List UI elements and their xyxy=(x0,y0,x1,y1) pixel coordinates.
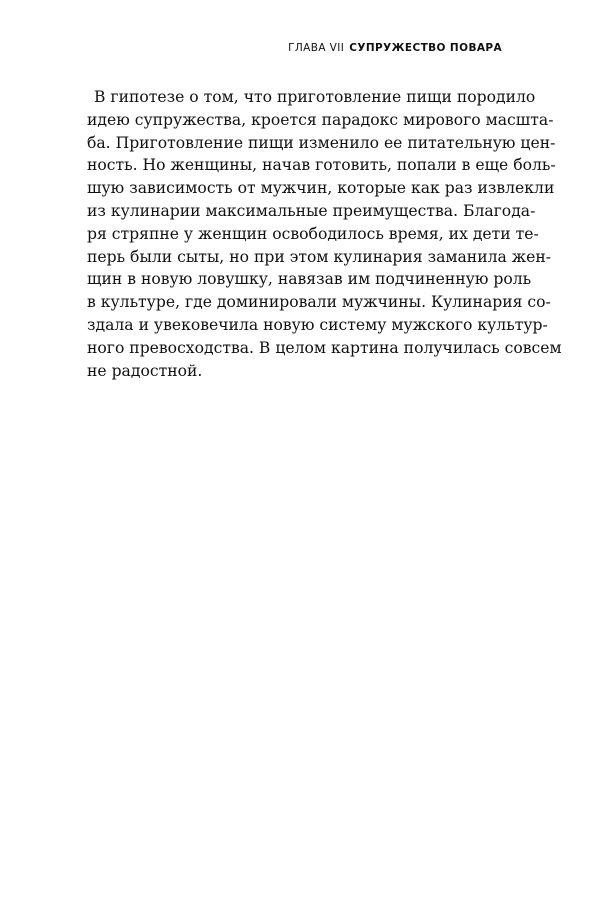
text-line: в культуре, где доминировали мужчины. Кулинария со- xyxy=(87,293,551,312)
text-line: шую зависимость от мужчин, которые как раз извлекли xyxy=(87,179,555,198)
chapter-number: ГЛАВА VII xyxy=(288,42,345,54)
text-line: ного превосходства. В целом картина получилась совсем xyxy=(87,338,562,357)
text-line: идею супружества, кроется парадокс мирового масшта- xyxy=(87,110,554,129)
text-line: щин в новую ловушку, навязав им подчиненную роль xyxy=(87,270,532,289)
text-line: здала и увековечила новую систему мужского культур- xyxy=(87,315,548,334)
running-header xyxy=(288,42,502,54)
text-line: не радостной. xyxy=(87,361,203,380)
text-line: В гипотезе о том, что приготовление пищи породило xyxy=(94,88,536,106)
chapter-title: СУПРУЖЕСТВО ПОВАРА xyxy=(349,42,502,54)
text-line: из кулинарии максимальные преимущества. Благода- xyxy=(87,201,536,220)
body-paragraph xyxy=(87,86,562,382)
text-line: ность. Но женщины, начав готовить, попали в еще боль- xyxy=(87,156,556,175)
text-line: ба. Приготовление пищи изменило ее питательную цен- xyxy=(87,133,556,152)
text-line: перь были сыты, но при этом кулинария заманила жен- xyxy=(87,247,551,266)
text-line: ря стряпне у женщин освободилось время, их дети те- xyxy=(87,224,539,243)
